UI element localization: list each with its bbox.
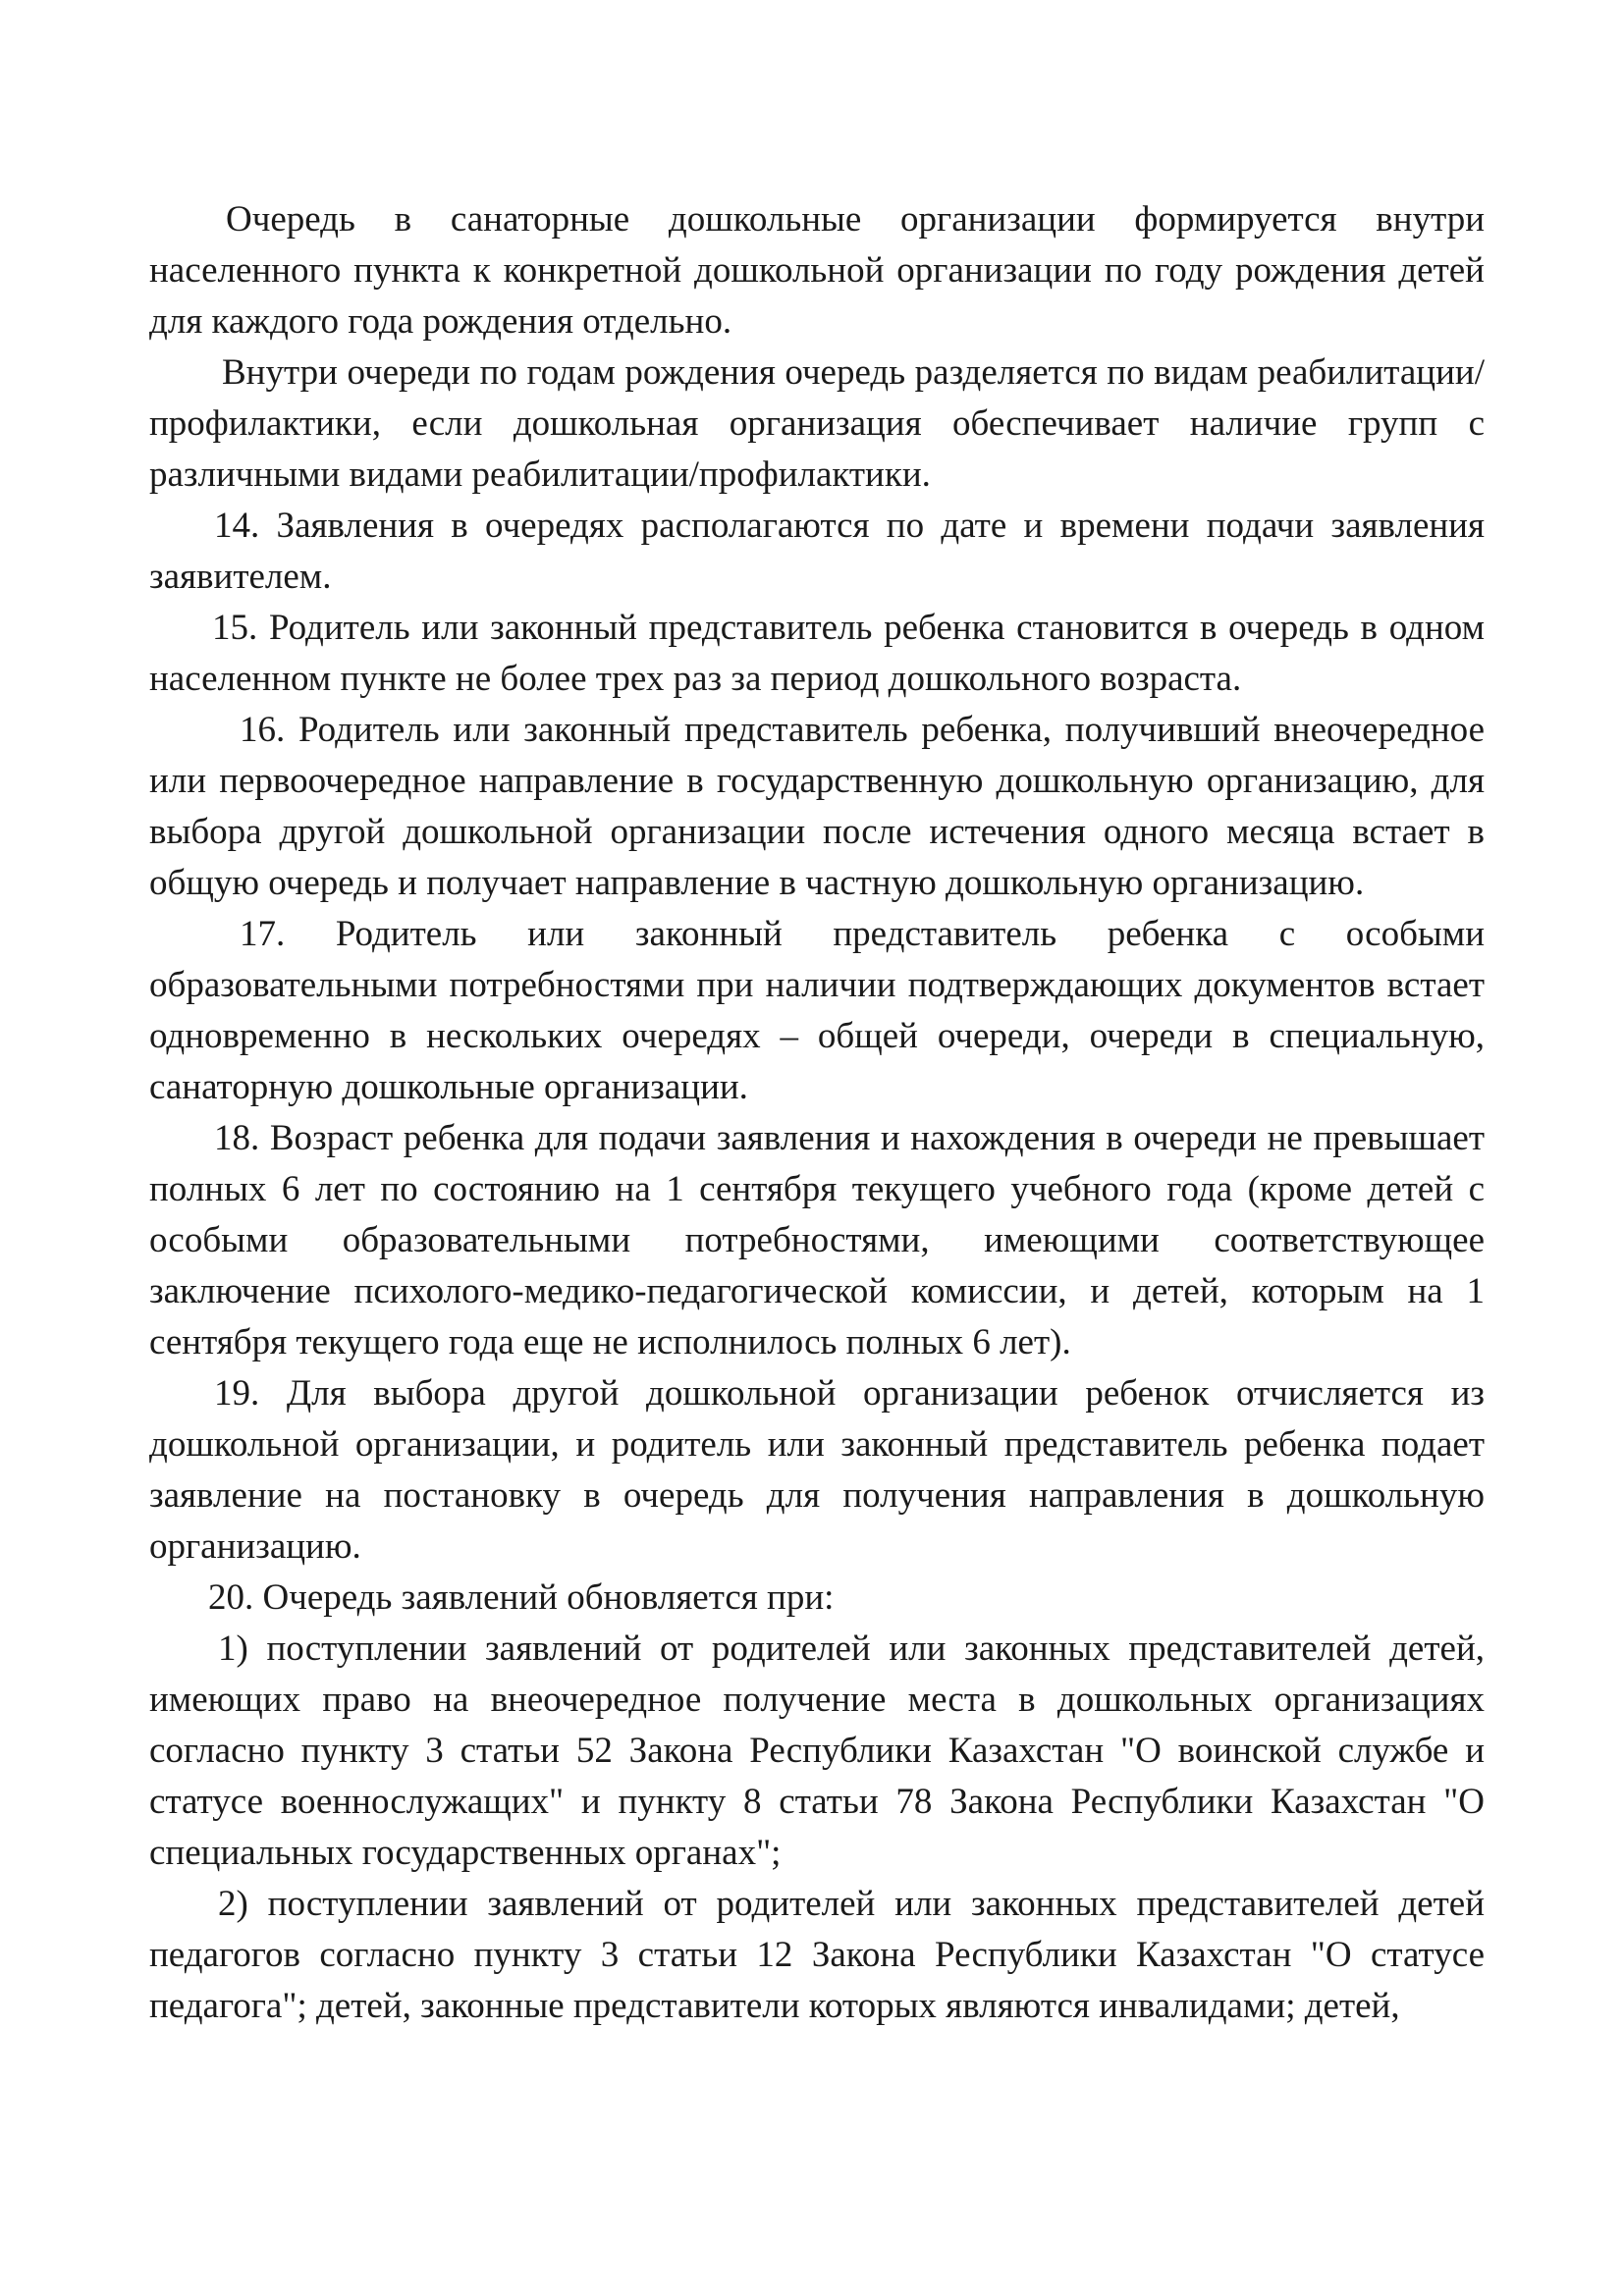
document-page	[149, 194, 1485, 2032]
paragraph-item-18: 18. Возраст ребенка для подачи заявления и нахождения в очереди не превышает полных 6 лет по состоянию на 1 сентября текущего учебного года (кроме детей с особыми образовательными потребностями, имеющими соответствующее заключение психолого-медико-педагогической комиссии, и детей, которым на 1 сентября текущего года еще не исполнилось полных 6 лет).	[149, 1118, 1485, 1362]
paragraph-rehabilitation-types: Внутри очереди по годам рождения очередь разделяется по видам реабилитации/профилактики, если дошкольная организация обеспечивает наличие групп с различными видами реабилитации/профилактики.	[149, 352, 1485, 495]
paragraph-item-17: 17. Родитель или законный представитель ребенка с особыми образовательными потребностями при наличии подтверждающих документов встает одновременно в нескольких очередях – общей очереди, очереди в специальную, санаторную дошкольные организации.	[149, 914, 1485, 1107]
paragraph-item-19: 19. Для выбора другой дошкольной организации ребенок отчисляется из дошкольной организации, и родитель или законный представитель ребенка подает заявление на постановку в очередь для получения направления в дошкольную организацию.	[149, 1373, 1485, 1567]
paragraph-sanatorium-queue: Очередь в санаторные дошкольные организации формируется внутри населенного пункта к конкретной дошкольной организации по году рождения детей для каждого года рождения отдельно.	[149, 199, 1485, 342]
paragraph-subitem-2: 2) поступлении заявлений от родителей или законных представителей детей педагогов согласно пункту 3 статьи 12 Закона Республики Казахстан "О статусе педагога"; детей, законные представители которых являются инвалидами; детей,	[149, 1884, 1485, 2026]
paragraph-item-14: 14. Заявления в очередях располагаются по дате и времени подачи заявления заявителем.	[149, 506, 1485, 597]
paragraph-item-20: 20. Очередь заявлений обновляется при:	[208, 1577, 835, 1618]
paragraph-item-16: 16. Родитель или законный представитель ребенка, получивший внеочередное или первоочередное направление в государственную дошкольную организацию, для выбора другой дошкольной организации после истечения одного месяца встает в общую очередь и получает направление в частную дошкольную организацию.	[149, 710, 1485, 903]
paragraph-item-15: 15. Родитель или законный представитель ребенка становится в очередь в одном населенном пункте не более трех раз за период дошкольного возраста.	[149, 608, 1485, 699]
paragraph-subitem-1: 1) поступлении заявлений от родителей или законных представителей детей, имеющих право на внеочередное получение места в дошкольных организациях согласно пункту 3 статьи 52 Закона Республики Казахстан "О воинской службе и статусе военнослужащих" и пункту 8 статьи 78 Закона Республики Казахстан "О специальных государственных органах";	[149, 1629, 1485, 1873]
